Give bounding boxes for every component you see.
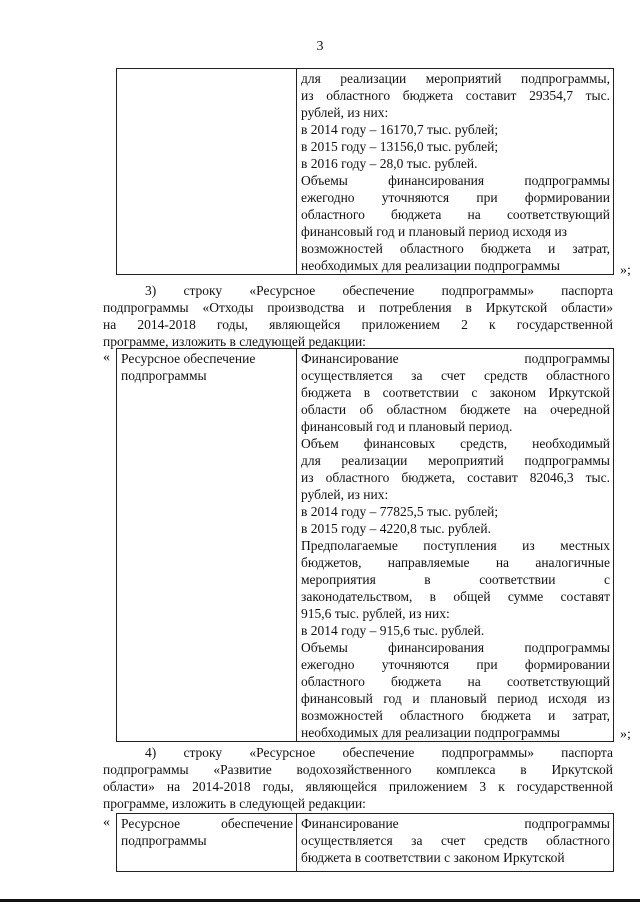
paragraph-line: 4) строку «Ресурсное обеспечение подпрограммы» паспорта (145, 745, 613, 760)
text-line: рублей, из них: (301, 105, 389, 120)
text-line: возможностей областного бюджета и затрат, (301, 708, 610, 723)
paragraph-line: подпрограммы «Развитие водохозяйственного комплекса в Иркутской (103, 762, 613, 777)
text-line: финансовый год и плановый период исходя из (301, 691, 610, 706)
text-line: ежегодно уточняются при формировании (301, 657, 610, 672)
text-line: Предполагаемые поступления из местных (301, 538, 610, 553)
text-line: необходимых для реализации подпрограммы (301, 725, 560, 740)
text-line: необходимых для реализации подпрограммы (301, 258, 560, 273)
text-line: бюджета в соответствии с законом Иркутской (301, 850, 565, 865)
text-line: бюджетов, направляемые на аналогичные (301, 555, 610, 570)
paragraph-line: на 2014-2018 годы, являющейся приложением 2 к государственной (103, 317, 613, 332)
table-resources-continuation (116, 68, 614, 275)
text-line: в 2015 году – 13156,0 тыс. рублей; (301, 139, 499, 154)
text-line: Объемы финансирования подпрограммы (301, 173, 610, 188)
text-line: для реализации мероприятий подпрограммы, (301, 71, 610, 86)
text-line: осуществляется за счет средств областного (301, 833, 610, 848)
text-line: областного бюджета на соответствующий (301, 674, 610, 689)
text-line: из областного бюджета, составит 82046,3 тыс. (301, 470, 610, 485)
paragraph-line: 3) строку «Ресурсное обеспечение подпрограммы» паспорта (145, 283, 613, 298)
table2-end-mark: »; (620, 727, 631, 742)
table3-left-cell (117, 814, 297, 872)
text-line: в 2016 году – 28,0 тыс. рублей. (301, 156, 478, 171)
paragraph-line: подпрограммы «Отходы производства и потребления в Иркутской области» (103, 300, 613, 315)
paragraph-line: области» на 2014-2018 годы, являющейся приложением 3 к государственной (103, 779, 613, 794)
page-bottom-edge (0, 899, 640, 902)
text-line: в 2014 году – 915,6 тыс. рублей. (301, 623, 485, 638)
text-line: области об областном бюджете на очередной (301, 402, 610, 417)
table3-open-mark: « (103, 815, 110, 830)
table1-left-cell (117, 69, 297, 275)
text-line: Объем финансовых средств, необходимый (301, 436, 610, 451)
paragraph-line: программе, изложить в следующей редакции: (103, 334, 366, 349)
text-line: возможностей областного бюджета и затрат, (301, 241, 610, 256)
text-line: законодательством, в общей сумме составят (301, 589, 610, 604)
table-resources-waste (116, 348, 614, 742)
table2-right-cell (297, 349, 614, 742)
text-line: для реализации мероприятий подпрограммы (301, 453, 610, 468)
text-line: финансовый год и плановый период. (301, 419, 513, 434)
text-line: Объемы финансирования подпрограммы (301, 640, 610, 655)
table2-open-mark: « (103, 350, 110, 365)
text-line: Финансирование подпрограммы (301, 351, 610, 366)
page-number: 3 (316, 39, 324, 54)
table1-end-mark: »; (620, 263, 631, 278)
table3-left-label: Ресурсное обеспечение подпрограммы (121, 816, 293, 848)
text-line: в 2015 году – 4220,8 тыс. рублей. (301, 521, 492, 536)
text-line: из областного бюджета составит 29354,7 тыс. (301, 88, 610, 103)
table2-left-cell (117, 349, 297, 742)
table3-right-cell (297, 814, 614, 872)
paragraph-4 (103, 744, 613, 812)
text-line: областного бюджета на соответствующий (301, 207, 610, 222)
text-line: ежегодно уточняются при формировании (301, 190, 610, 205)
paragraph-3 (103, 282, 613, 350)
text-line: Финансирование подпрограммы (301, 816, 610, 831)
text-line: мероприятия в соответствии с (301, 572, 610, 587)
text-line: бюджета в соответствии с законом Иркутской (301, 385, 610, 400)
table1-right-cell (297, 69, 614, 275)
text-line: в 2014 году – 16170,7 тыс. рублей; (301, 122, 499, 137)
table2-left-label: Ресурсное обеспечение подпрограммы (121, 351, 256, 383)
paragraph-line: программе, изложить в следующей редакции: (103, 796, 366, 811)
text-line: 915,6 тыс. рублей, из них: (301, 606, 450, 621)
text-line: в 2014 году – 77825,5 тыс. рублей; (301, 504, 499, 519)
text-line: финансовый год и плановый период исходя из (301, 224, 568, 239)
table-resources-water (116, 813, 614, 872)
text-line: осуществляется за счет средств областного (301, 368, 610, 383)
text-line: рублей, из них: (301, 487, 389, 502)
